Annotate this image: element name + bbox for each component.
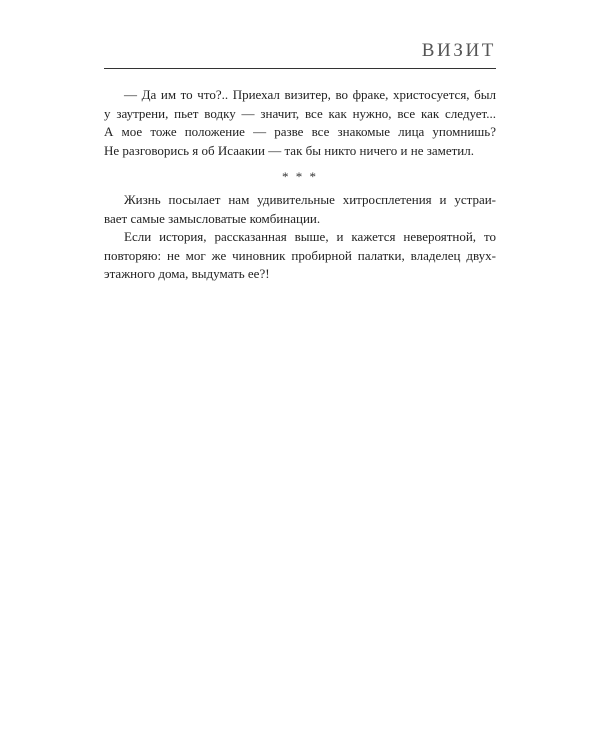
closing-text — [104, 191, 496, 284]
text-line: Жизнь посылает нам удивительные хитросплетения и устраи- — [124, 192, 496, 207]
text-line: А мое тоже положение — разве все знакомые лица упомнишь? — [104, 124, 496, 139]
section-separator: * * * — [282, 169, 318, 184]
text-line: повторяю: не мог же чиновник пробирной палатки, владелец двух- — [104, 247, 496, 263]
text-line: этажного дома, выдумать ее?! — [104, 266, 270, 281]
text-line: — Да им то что?.. Приехал визитер, во фраке, христосуется, был — [124, 87, 496, 102]
text-line: Не разговорись я об Исаакии — так бы никто ничего и не заметил. — [104, 142, 474, 158]
running-head: ВИЗИТ — [421, 40, 496, 61]
header-rule — [104, 68, 496, 69]
text-line: у заутрени, пьет водку — значит, все как нужно, все как следует... — [104, 105, 496, 121]
text-line: Если история, рассказанная выше, и кажется невероятной, то — [124, 229, 496, 244]
paragraph-dialogue — [104, 86, 496, 160]
text-line: вает самые замысловатые комбинации. — [104, 210, 321, 226]
